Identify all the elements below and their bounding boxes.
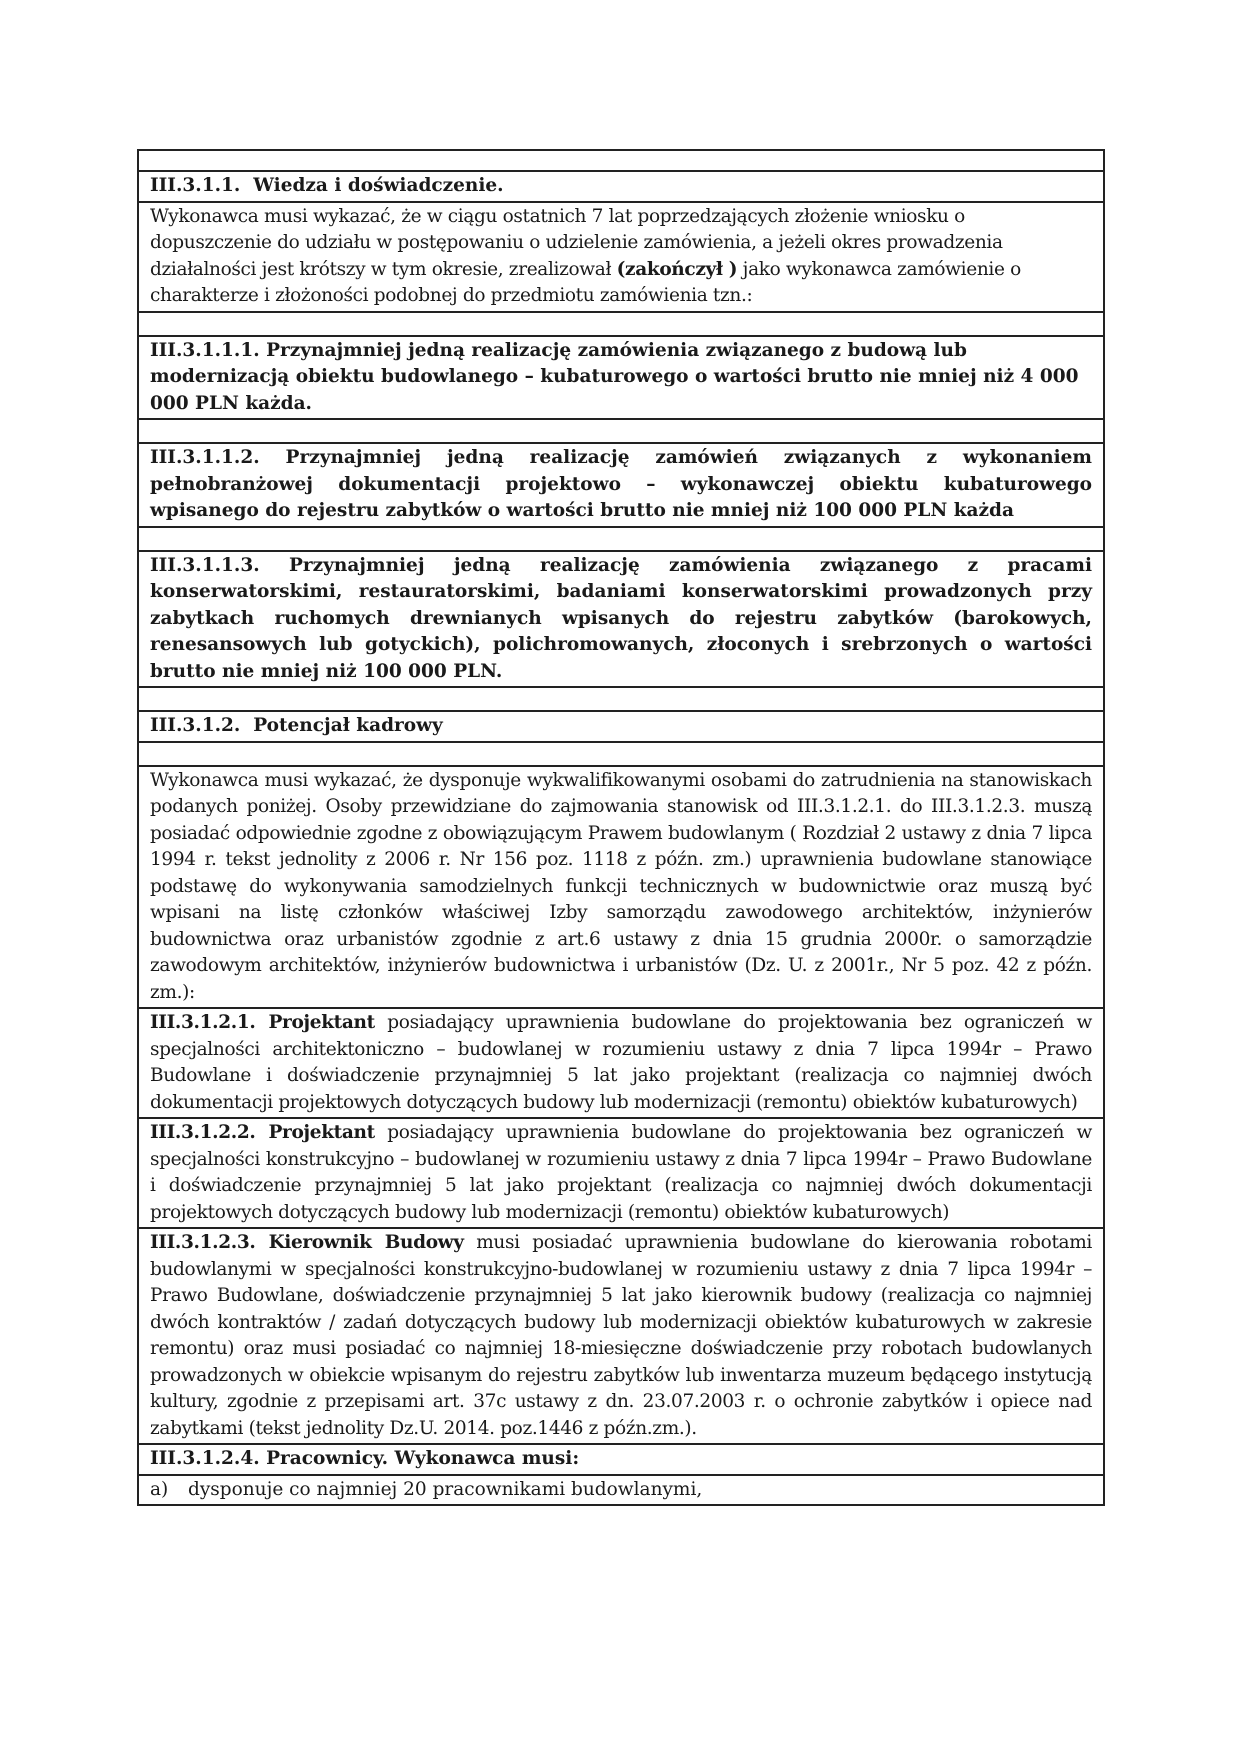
requirement-2: III.3.1.1.2. Przynajmniej jedną realizację zamówień związanych z wykonaniem pełnobranżowej dokumentacji projektowo – wykonawczej obiektu kubaturowego wpisanego do rejestru zabytków o wartości brutto nie mniej niż 100 000 PLN każda	[138, 443, 1104, 527]
requirement-row	[138, 336, 1104, 420]
requirement-3: III.3.1.1.3. Przynajmniej jedną realizację zamówienia związanego z pracami konserwatorskimi, restauratorskimi, badaniami konserwatorskimi prowadzonych przy zabytkach ruchomych drewnianych wpisanych do rejestru zabytków (barokowych, renesansowych lub gotyckich), polichromowanych, złoconych i srebrzonych o wartości brutto nie mniej niż 100 000 PLN.	[138, 551, 1104, 688]
spacer-row	[138, 742, 1104, 766]
workers-heading-row	[138, 1444, 1104, 1475]
spacer-row	[138, 527, 1104, 551]
role-site-manager: III.3.1.2.3. Kierownik Budowy musi posiadać uprawnienia budowlane do kierowania robotami budowlanymi w specjalności konstrukcyjno-budowlanej w rozumieniu ustawy z dnia 7 lipca 1994r – Prawo Budowlane, doświadczenie przynajmniej 5 lat jako kierownik budowy (realizacja co najmniej dwóch kontraktów / zadań dotyczących budowy lub modernizacji obiektów kubaturowych w zakresie remontu) oraz musi posiadać co najmniej 18-miesięczne doświadczenie przy robotach budowlanych prowadzonych w obiekcie wpisanym do rejestru zabytków lub inwentarza muzeum będącego instytucją kultury, zgodnie z przepisami art. 37c ustawy z dn. 23.07.2003 r. o ochronie zabytków i opiece nad zabytkami (tekst jednolity Dz.U. 2014. poz.1446 z późn.zm.).	[138, 1228, 1104, 1444]
spacer-row	[138, 312, 1104, 336]
spacer-row	[138, 150, 1104, 171]
spacer-row	[138, 687, 1104, 711]
list-item	[138, 1475, 1104, 1506]
list-marker: a)	[150, 1478, 169, 1500]
role-designer-architecture: III.3.1.2.1. Projektant posiadający uprawnienia budowlane do projektowania bez ograniczeń w specjalności architektoniczno – budowlanej w rozumieniu ustawy z dnia 7 lipca 1994r – Prawo Budowlane i doświadczenie przynajmniej 5 lat jako projektant (realizacja co najmniej dwóch dokumentacji projektowych dotyczących budowy lub modernizacji (remontu) obiektów kubaturowych)	[138, 1008, 1104, 1118]
section-heading-row	[138, 711, 1104, 742]
requirement-1: III.3.1.1.1. Przynajmniej jedną realizację zamówienia związanego z budową lub modernizacją obiektu budowlanego – kubaturowego o wartości brutto nie mniej niż 4 000 000 PLN każda.	[138, 336, 1104, 420]
workers-item-row	[138, 1475, 1104, 1506]
section-heading: III.3.1.1. Wiedza i doświadczenie.	[138, 171, 1104, 202]
role-row	[138, 1228, 1104, 1444]
requirements-table	[137, 149, 1105, 1506]
list-item-text: dysponuje co najmniej 20 pracownikami budowlanymi,	[188, 1478, 703, 1500]
role-row	[138, 1008, 1104, 1118]
role-designer-structural: III.3.1.2.2. Projektant posiadający uprawnienia budowlane do projektowania bez ograniczeń w specjalności konstrukcyjno – budowlanej w rozumieniu ustawy z dnia 7 lipca 1994r – Prawo Budowlane i doświadczenie przynajmniej 5 lat jako projektant (realizacja co najmniej dwóch dokumentacji projektowych dotyczących budowy lub modernizacji (remontu) obiektów kubaturowych)	[138, 1118, 1104, 1228]
requirement-row	[138, 443, 1104, 527]
section-heading-row	[138, 171, 1104, 202]
intro-row	[138, 766, 1104, 1009]
spacer-row	[138, 419, 1104, 443]
staff-intro-paragraph: Wykonawca musi wykazać, że dysponuje wykwalifikowanymi osobami do zatrudnienia na stanowiskach podanych poniżej. Osoby przewidziane do zajmowania stanowisk od III.3.1.2.1. do III.3.1.2.3. muszą posiadać odpowiednie zgodne z obowiązującym Prawem budowlanym ( Rozdział 2 ustawy z dnia 7 lipca 1994 r. tekst jednolity z 2006 r. Nr 156 poz. 1118 z późn. zm.) uprawnienia budowlane stanowiące podstawę do wykonywania samodzielnych funkcji technicznych w budownictwie oraz muszą być wpisani na listę członków właściwej Izby samorządu zawodowego architektów, inżynierów budownictwa oraz urbanistów zgodnie z art.6 ustawy z dnia 15 grudnia 2000r. o samorządzie zawodowym architektów, inżynierów budownictwa i urbanistów (Dz. U. z 2001r., Nr 5 poz. 42 z późn. zm.):	[138, 766, 1104, 1009]
workers-heading: III.3.1.2.4. Pracownicy. Wykonawca musi:	[138, 1444, 1104, 1475]
requirement-row	[138, 551, 1104, 688]
intro-row	[138, 202, 1104, 312]
intro-paragraph: Wykonawca musi wykazać, że w ciągu ostatnich 7 lat poprzedzających złożenie wniosku o dopuszczenie do udziału w postępowaniu o udzielenie zamówienia, a jeżeli okres prowadzenia działalności jest krótszy w tym okresie, zrealizował (zakończył ) jako wykonawca zamówienie o charakterze i złożoności podobnej do przedmiotu zamówienia tzn.:	[138, 202, 1104, 312]
role-row	[138, 1118, 1104, 1228]
section-heading: III.3.1.2. Potencjał kadrowy	[138, 711, 1104, 742]
